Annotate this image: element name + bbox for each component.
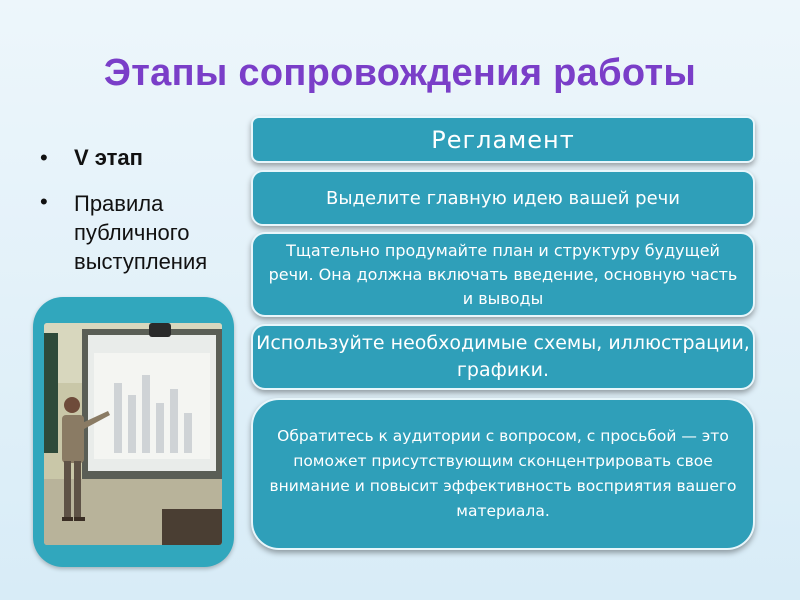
slide-title: Этапы сопровождения работы bbox=[103, 52, 697, 94]
bullet-list bbox=[40, 145, 260, 294]
box-main-idea-text: Выделите главную идею вашей речи bbox=[326, 187, 680, 209]
bullet-marker: • bbox=[40, 189, 48, 214]
box-reglament bbox=[251, 116, 755, 163]
box-audience bbox=[251, 398, 755, 550]
box-plan-structure bbox=[251, 232, 755, 317]
presenter-at-whiteboard-photo bbox=[44, 323, 222, 545]
box-audience-text: Обратитесь к аудитории с вопросом, с просьбой — это поможет присутствующим сконцентрировать свое внимание и повысит эффективность восприятия вашего материала. bbox=[269, 427, 737, 520]
photo-frame bbox=[33, 297, 234, 567]
box-schemes-text: Используйте необходимые схемы, иллюстрации, графики. bbox=[256, 332, 750, 381]
box-reglament-text: Регламент bbox=[431, 125, 575, 154]
bullet-item-rules bbox=[40, 189, 260, 276]
bullet-marker: • bbox=[40, 145, 48, 170]
bullet-item-stage bbox=[40, 145, 260, 171]
box-schemes bbox=[251, 324, 755, 390]
box-plan-structure-text: Тщательно продумайте план и структуру будущей речи. Она должна включать введение, основную часть и выводы bbox=[268, 240, 738, 308]
bullet-text-stage: V этап bbox=[74, 145, 143, 170]
box-main-idea bbox=[251, 170, 755, 226]
bullet-text-rules: Правила публичного выступления bbox=[74, 191, 208, 274]
